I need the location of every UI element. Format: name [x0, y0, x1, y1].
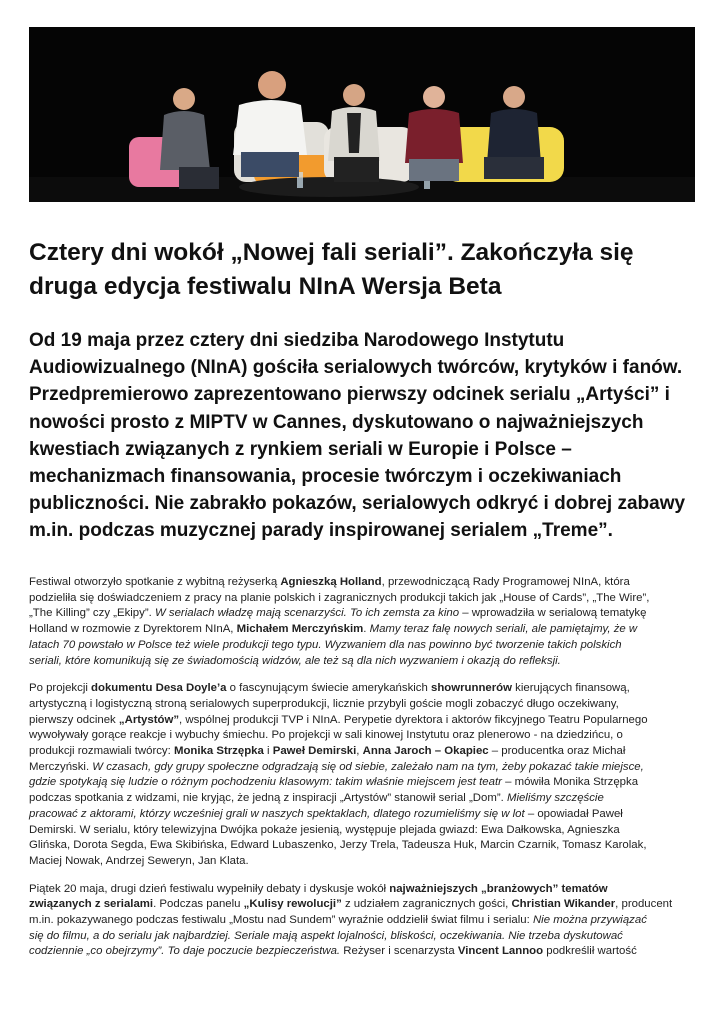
text: Holland w rozmowie z Dyrektorem NInA,	[29, 623, 237, 636]
text: – mówiła Monika Strzępka	[501, 776, 639, 789]
lead-line: mechanizmach finansowania, procesie twórczym i oczekiwaniach	[29, 466, 622, 488]
article-lead	[29, 327, 697, 545]
text: i	[263, 745, 273, 758]
article-body	[29, 575, 697, 972]
panel-discussion-photo	[29, 27, 695, 202]
quote: Nie można przywiązać	[532, 914, 647, 927]
person-name: Michałem Merczyńskim	[236, 623, 364, 636]
quote: W czasach, gdy grupy społeczne odgradzają się od siebie, zależało nam na tym, żeby pokazać takie miejsce,	[92, 760, 644, 773]
text: produkcji rozmawiali twórcy:	[29, 745, 174, 758]
text: , producent	[615, 898, 673, 911]
quote: codziennie „co obejrzymy”. To daje poczucie bezpieczeństwa.	[29, 945, 341, 958]
text: – opowiadał Paweł	[524, 807, 623, 820]
text: , przewodniczącą Rady Programowej NInA, która	[381, 576, 630, 588]
highlight: „Artystów”	[118, 713, 180, 726]
text: artystyczną i logistyczną stroną serialowych superprodukcji, licznie przybyli goście mogli zobaczyć długo oczekiwany,	[29, 697, 619, 710]
highlight: „Kulisy rewolucji”	[243, 898, 342, 911]
quote: pracować z aktorami, którzy wcześniej grali w naszych spektaklach, dlatego rozumieliśmy się w lot	[29, 807, 525, 820]
title-line: Cztery dni wokół „Nowej fali seriali”. Zakończyła się	[29, 239, 634, 266]
article-title	[29, 236, 697, 304]
lead-line: m.in. podczas muzycznej parady inspirowanej serialem „Treme”.	[29, 520, 613, 542]
text: – wprowadziła w serialową tematykę	[459, 607, 647, 620]
text: Po projekcji	[29, 682, 92, 695]
person-name: Vincent Lannoo	[457, 945, 544, 958]
title-line: druga edycja festiwalu NInA Wersja Beta	[29, 273, 502, 300]
highlight: dokumentu Desa Doyle’a	[91, 682, 227, 695]
text: Piątek 20 maja, drugi dzień festiwalu wypełniły debaty i dyskusje wokół	[29, 882, 390, 895]
text: – producentka oraz Michał	[488, 745, 626, 758]
text: kierujących finansową,	[512, 682, 630, 695]
text: pierwszy odcinek	[29, 713, 119, 726]
quote: seriali, które komunikują się ze świadomością widzów, ale też są dla nich wyzwaniem i okazją do refleksji.	[29, 654, 561, 667]
text: Merczyński.	[29, 760, 93, 773]
quote: Mieliśmy szczęście	[506, 792, 604, 805]
lead-line: kwestiach związanych z rynkiem seriali w Europie i Polsce –	[29, 438, 572, 460]
person-name: Christian Wikander	[511, 898, 616, 911]
highlight: najważniejszych „branżowych” tematów	[389, 882, 608, 895]
lead-line: Audiowizualnego (NInA) gościła serialowych twórców, krytyków i fanów.	[29, 357, 683, 379]
text: , wspólnej produkcji TVP i NInA. Perypetie dyrektora i aktorów fikcyjnego Teatru Popularnego	[179, 713, 648, 726]
lead-line: publiczności. Nie zabrakło pokazów, serialowych odkryć i dobrej zabawy	[29, 493, 686, 515]
text: o fascynującym świecie amerykańskich	[226, 682, 431, 695]
text: Reżyser i scenarzysta	[340, 945, 458, 958]
highlight: związanych z serialami	[29, 898, 154, 911]
lead-line: nowości prosto z MIPTV w Cannes, dyskutowano o najważniejszych	[29, 411, 644, 433]
lead-line: Od 19 maja przez cztery dni siedziba Narodowego Instytutu	[29, 330, 565, 351]
text: Glińska, Dorota Segda, Ewa Skibińska, Edward Lubaszenko, Jerzy Trela, Tadeusza Huk, Marcin Czarnik, Tomasz Karolak,	[29, 839, 647, 852]
person-name: Paweł Demirski	[272, 745, 357, 758]
text: „The Killing” czy „Ekipy”.	[29, 607, 155, 620]
text: podkreślił wartość	[543, 945, 637, 958]
paragraph-documentary	[29, 681, 697, 869]
text: . Podczas panelu	[153, 898, 244, 911]
text: ,	[356, 745, 363, 758]
text: wywoływały gorące reakcje i wybuchy śmiechu. Po projekcji w sali kinowej Instytutu oraz plenerowo - na dziedzińcu, o	[29, 729, 623, 742]
header-photo	[29, 27, 695, 202]
text: Demirski. W serialu, który telewizyjna Dwójka pokaże jesienią, występuje plejada gwiazd: Ewa Dałkowska, Agnieszka	[29, 823, 620, 836]
quote: gdzie spotykają się ludzie o różnym pochodzeniu klasowym: takim właśnie miejscem jest teatr	[29, 776, 502, 789]
person-name: Agnieszką Holland	[280, 576, 382, 588]
text: podczas spotkania z widzami, nie kryjąc, że jedną z inspiracji „Artystów” stanowił serial „Dom”.	[29, 792, 507, 805]
quote: W serialach władzę mają scenarzyści. To ich zemsta za kino	[154, 607, 460, 620]
quote: Mamy teraz falę nowych seriali, ale pamiętajmy, że w	[369, 623, 638, 636]
text: z udziałem zagranicznych gości,	[341, 898, 512, 911]
highlight: showrunnerów	[431, 682, 513, 695]
person-name: Monika Strzępka	[173, 745, 264, 758]
person-name: Anna Jaroch – Okapiec	[362, 745, 489, 758]
text: m.in. pokazywanego podczas festiwalu „Mostu nad Sundem” wyraźnie oddzielił świat filmu i serialu:	[29, 914, 533, 927]
text: podzieliła się doświadczeniem z pracy na planie polskich i zagranicznych produkcji takich jak „House of Cards”, „The Wire”,	[29, 591, 650, 604]
text: .	[363, 623, 370, 636]
text: Festiwal otworzyło spotkanie z wybitną reżyserką	[29, 576, 281, 588]
text: Maciej Nowak, Andrzej Seweryn, Jan Klata.	[29, 854, 249, 867]
paragraph-friday	[29, 882, 697, 961]
quote: się do filmu, a do serialu jak najbardziej. Seriale mają aspekt lojalności, bliskości, oczekiwania. Nie trzeba dyskutować	[29, 929, 623, 942]
lead-line: Przedpremierowo zaprezentowano pierwszy odcinek serialu „Artyści” i	[29, 384, 670, 406]
paragraph-opening	[29, 575, 697, 669]
quote: latach 70 powstało w Polsce też wiele produkcji tego typu. Wyzwaniem dla nas powinno być tworzenie takich polskich	[29, 638, 622, 651]
